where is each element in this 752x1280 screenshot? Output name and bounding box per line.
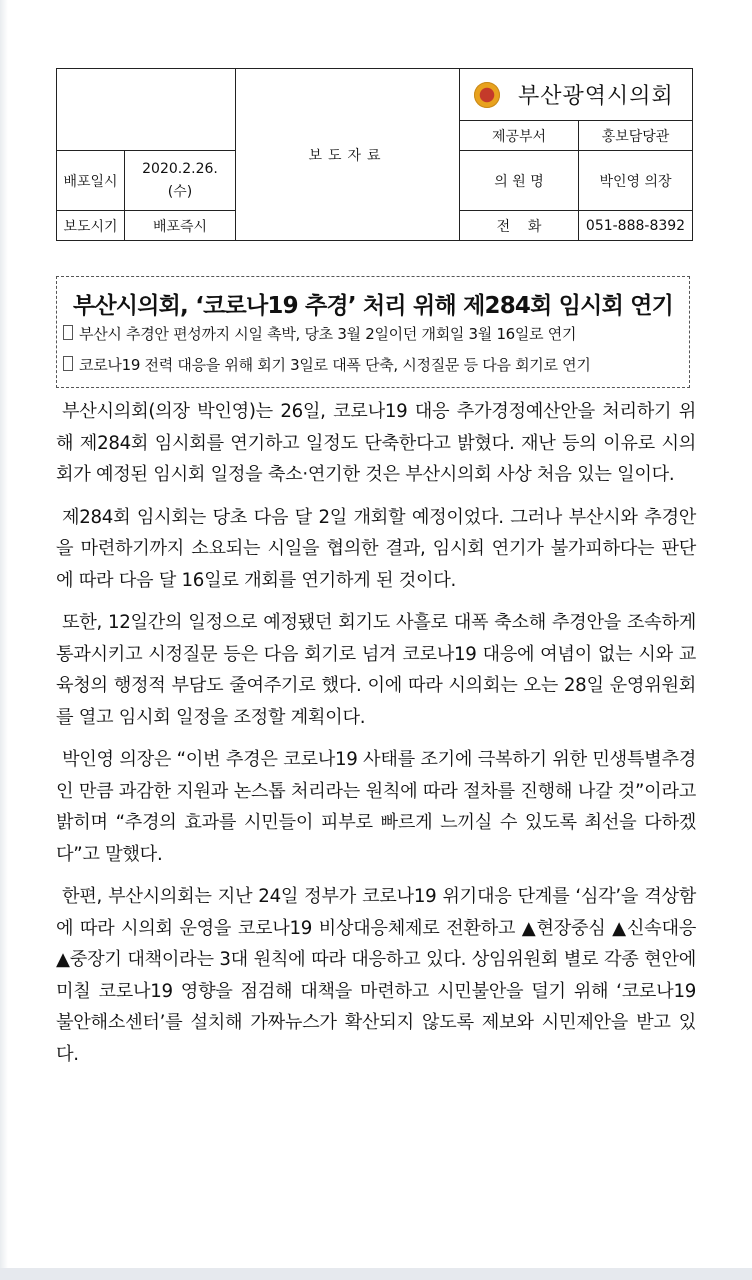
body-paragraph: 부산시의회(의장 박인영)는 26일, 코로나19 대응 추가경정예산안을 처리하기 위해 제284회 임시회를 연기하고 일정도 단축한다고 밝혔다. 재난 등의 이유로 시의회가 예정된 임시회 일정을 축소·연기한 것은 부산시의회 사상 처음 있는 일이다.: [56, 401, 696, 485]
page-title: 보도자료: [236, 69, 460, 241]
report-time-value: 배포즉시: [125, 211, 236, 241]
report-time-label: 보도시기: [57, 211, 125, 241]
press-release-header: [56, 68, 693, 241]
bottom-bar: [0, 1268, 752, 1280]
body-paragraph: 한편, 부산시의회는 지난 24일 정부가 코로나19 위기대응 단계를 ‘심각’을 격상함에 따라 시의회 운영을 코로나19 비상대응체제로 전환하고 ▲현장중심 ▲신속대응 ▲중장기 대책이라는 3대 원칙에 따라 대응하고 있다. 상임위원회 별로 각종 현안에 미칠 코로나19 영향을 점검해 대책을 마련하고 시민불안을 덜기 위해 ‘코로나19 불안해소센터’를 설치해 가짜뉴스가 확산되지 않도록 제보와 시민제안을 받고 있다.: [56, 886, 696, 1065]
release-day-value: (수): [167, 183, 193, 200]
council-emblem-icon: [474, 82, 500, 108]
member-value: 박인영 의장: [579, 151, 693, 211]
org-name: 부산광역시의회: [518, 84, 674, 109]
dept-label: 제공부서: [460, 121, 579, 151]
bullet-box-icon: [63, 356, 73, 371]
release-date-cell: [125, 151, 236, 211]
member-label: 의 원 명: [460, 151, 579, 211]
release-date-label: 배포일시: [57, 151, 125, 211]
headline-box: [56, 276, 690, 388]
header-blank-cell: [57, 69, 236, 151]
body-paragraph: 또한, 12일간의 일정으로 예정됐던 회기도 사흘로 대폭 축소해 추경안을 조속하게 통과시키고 시정질문 등은 다음 회기로 넘겨 코로나19 대응에 여념이 없는 시와 교육청의 행정적 부담도 줄여주기로 했다. 이에 따라 시의회는 오는 28일 운영위원회를 열고 임시회 일정을 조정할 계획이다.: [56, 612, 696, 728]
dept-value: 홍보담당관: [579, 121, 693, 151]
headline-bullet: [63, 323, 576, 344]
headline-bullet-text: 코로나19 전력 대응을 위해 회기 3일로 대폭 단축, 시정질문 등 다음 회기로 연기: [79, 356, 591, 374]
bullet-box-icon: [63, 325, 73, 340]
page-edge: [0, 0, 8, 1280]
headline-title: 부산시의회, ‘코로나19 추경’ 처리 위해 제284회 임시회 연기: [72, 293, 674, 319]
phone-label: 전 화: [460, 211, 579, 241]
headline-bullet: [63, 354, 591, 375]
org-cell: [460, 69, 693, 121]
phone-value: 051-888-8392: [579, 211, 693, 241]
headline-bullet-text: 부산시 추경안 편성까지 시일 촉박, 당초 3월 2일이던 개회일 3월 16일로 연기: [79, 325, 577, 343]
release-date-value: 2020.2.26.: [142, 160, 218, 177]
article-body: [56, 396, 696, 1081]
body-paragraph: 박인영 의장은 “이번 추경은 코로나19 사태를 조기에 극복하기 위한 민생특별추경인 만큼 과감한 지원과 논스톱 처리라는 원칙에 따라 절차를 진행해 나갈 것”이라고 밝히며 “추경의 효과를 시민들이 피부로 빠르게 느끼실 수 있도록 최선을 다하겠다”고 말했다.: [56, 749, 696, 865]
body-paragraph: 제284회 임시회는 당초 다음 달 2일 개회할 예정이었다. 그러나 부산시와 추경안을 마련하기까지 소요되는 시일을 협의한 결과, 임시회 연기가 불가피하다는 판단에 따라 다음 달 16일로 개회를 연기하게 된 것이다.: [56, 506, 696, 591]
